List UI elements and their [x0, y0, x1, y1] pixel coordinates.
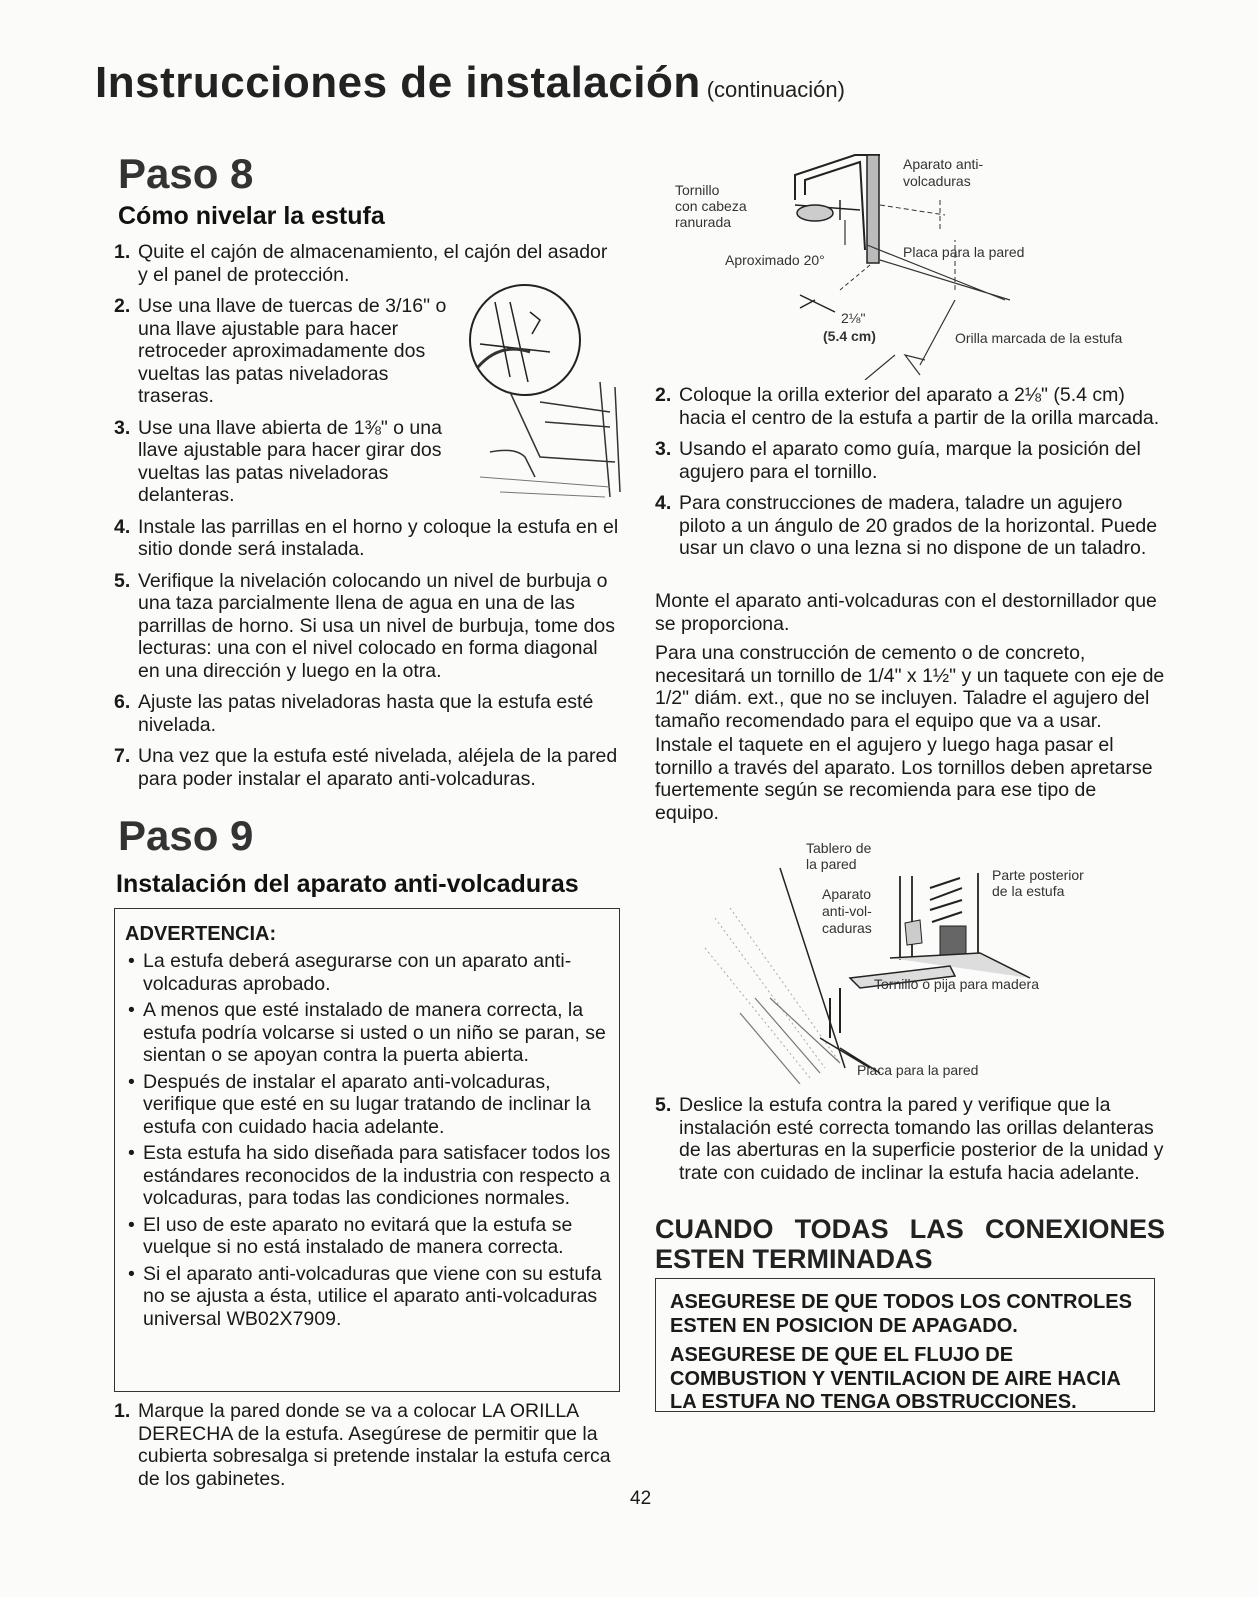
paso-8-steps	[114, 241, 622, 799]
warning-box	[114, 908, 620, 1392]
final-box-line-2: ASEGURESE DE QUE EL FLUJO DE COMBUSTION Y VENTILACION DE AIRE HACIA LA ESTUFA NO TENGA OBSTRUCCIONES.	[670, 1344, 1121, 1413]
warning-item: • La estufa deberá asegurarse con un aparato anti-volcaduras aprobado.	[128, 950, 572, 995]
paso-9-step-1	[114, 1400, 622, 1499]
list-item: 1. Quite el cajón de almacenamiento, el cajón del asador y el panel de protección.	[114, 241, 608, 286]
wall-installation-diagram	[700, 840, 1120, 1084]
paragraph-taquete: Instale el taquete en el agujero y luego haga pasar el tornillo a través del aparato. Los tornillos deben apretarse fuertemente según se recomienda para ese tipo de equipo.	[655, 734, 1153, 824]
list-item: 6. Ajuste las patas niveladoras hasta que la estufa esté nivelada.	[114, 691, 594, 736]
label-orilla: Orilla marcada de la estufa	[955, 330, 1123, 346]
warning-item: • A menos que esté instalado de manera correcta, la estufa podría volcarse si usted o un niño se paran, se sientan o se apoyan contra la puerta abierta.	[128, 999, 606, 1066]
list-item: 4. Instale las parrillas en el horno y coloque la estufa en el sitio donde será instalada.	[114, 515, 619, 560]
list-item: 3. Usando el aparato como guía, marque la posición del agujero para el tornillo.	[655, 438, 1141, 483]
label-tablero: Tablero de la pared	[806, 840, 872, 872]
title-text: Instrucciones de instalación	[95, 58, 701, 107]
paso-9-subheading: Instalación del aparato anti-volcaduras	[116, 870, 579, 898]
warning-item: • Esta estufa ha sido diseñada para satisfacer todos los estándares reconocidos de la industria con respecto a volcaduras, para todas las condiciones normales.	[128, 1142, 611, 1209]
step-5	[655, 1094, 1165, 1193]
warning-item: • El uso de este aparato no evitará que la estufa se vuelque si no está instalado de manera correcta.	[128, 1213, 573, 1258]
list-item: 1. Marque la pared donde se va a colocar LA ORILLA DERECHA de la estufa. Asegúrese de permitir que la cubierta sobresalga si pretende instalar la estufa cerca de los gabinetes.	[114, 1400, 611, 1490]
label-tornillo-pija: Tornillo o pija para madera	[874, 976, 1039, 992]
final-box-line-1: ASEGURESE DE QUE TODOS LOS CONTROLES ESTEN EN POSICION DE APAGADO.	[670, 1291, 1132, 1337]
paragraph-concreto: Para una construcción de cemento o de concreto, necesitará un tornillo de 1/4" x 1½" y un taquete con eje de 1/2" diám. ext., que no se incluyen. Taladre el agujero del tamaño recomendado para el equipo que va a usar.	[655, 642, 1165, 732]
label-aparato-2: Aparato anti-vol- caduras	[822, 886, 872, 936]
page-number: 42	[630, 1488, 652, 1509]
label-dim-cm: (5.4 cm)	[823, 328, 876, 344]
paso-9-heading: Paso 9	[118, 812, 254, 859]
list-item: 2. Coloque la orilla exterior del aparato a 2⅛" (5.4 cm) hacia el centro de la estufa a partir de la orilla marcada.	[655, 384, 1160, 429]
warning-item: • Después de instalar el aparato anti-volcaduras, verifique que esté en su lugar tratando de inclinar la estufa con cuidado hacia adelante.	[128, 1070, 591, 1138]
final-warning-box	[655, 1278, 1155, 1412]
warning-item: • Si el aparato anti-volcaduras que viene con su estufa no se ajusta a ésta, utilice el aparato anti-volcaduras universal WB02X7909.	[128, 1262, 602, 1330]
page-title	[95, 58, 845, 108]
anti-tip-bracket-diagram	[655, 150, 1215, 380]
list-item: 5. Verifique la nivelación colocando un nivel de burbuja o una taza parcialmente llena de agua en una de las parrillas de horno. Si usa un nivel de burbuja, tome dos lecturas: una con el nivel colocado en forma diagonal en una dirección y luego en la otra.	[114, 569, 615, 682]
label-placa-2: Placa para la pared	[857, 1062, 979, 1078]
label-dim-inches: 2⅛"	[841, 310, 866, 326]
list-item: 5. Deslice la estufa contra la pared y verifique que la instalación esté correcta tomando las orillas delanteras de las aberturas en la superficie posterior de la unidad y trate con cuidado de inclinar la estufa hacia adelante.	[655, 1094, 1164, 1184]
list-item: 7. Una vez que la estufa esté nivelada, aléjela de la pared para poder instalar el aparato anti-volcaduras.	[114, 745, 618, 790]
label-parte-posterior: Parte posterior de la estufa	[992, 867, 1084, 899]
paso-8-subheading: Cómo nivelar la estufa	[118, 202, 385, 230]
list-item: 2. Use una llave de tuercas de 3/16" o una llave ajustable para hacer retroceder aproximadamente dos vueltas las patas niveladoras traseras.	[114, 295, 447, 407]
list-item: 4. Para construcciones de madera, taladre un agujero piloto a un ángulo de 20 grados de la horizontal. Puede usar un clavo o una lezna si no dispone de un taladro.	[655, 492, 1158, 559]
label-tornillo: Tornillo con cabeza ranurada	[675, 182, 747, 230]
label-placa: Placa para la pared	[903, 244, 1025, 260]
label-aproximado: Aproximado 20°	[725, 252, 825, 268]
warning-title: ADVERTENCIA:	[125, 923, 277, 945]
paragraph-montaje: Monte el aparato anti-volcaduras con el destornillador que se proporciona.	[655, 590, 1157, 635]
label-aparato: Aparato anti- volcaduras	[903, 156, 984, 189]
final-heading: CUANDO TODAS LAS CONEXIONES ESTEN TERMINADAS	[655, 1214, 1165, 1274]
paso-8-heading: Paso 8	[118, 150, 254, 197]
right-steps	[655, 384, 1165, 569]
list-item: 3. Use una llave abierta de 1⅜" o una llave ajustable para hacer girar dos vueltas las patas niveladoras delanteras.	[114, 416, 442, 506]
title-continuation: (continuación)	[706, 77, 845, 102]
